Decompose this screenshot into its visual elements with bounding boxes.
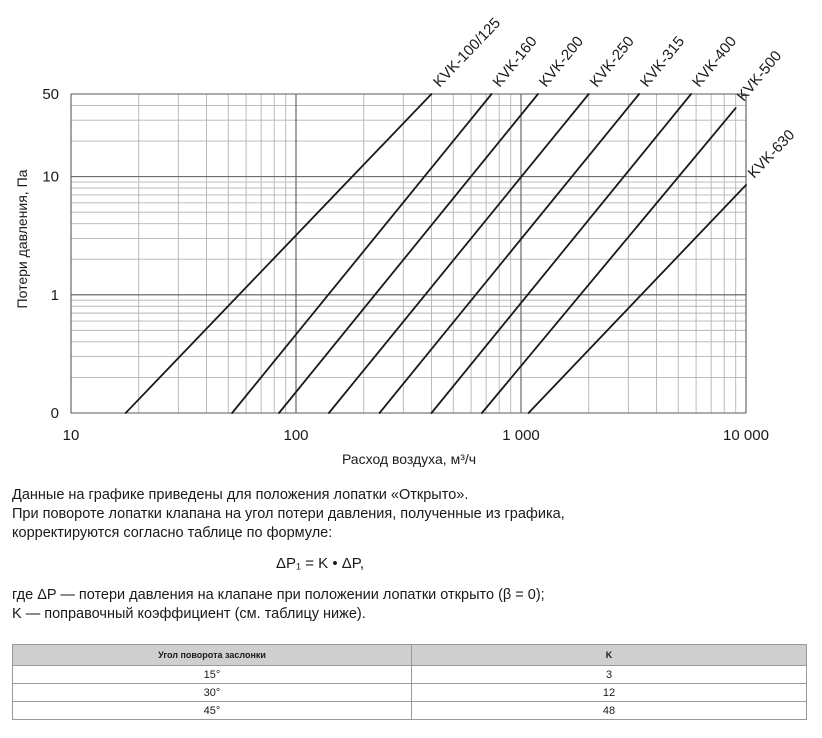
series-line bbox=[482, 108, 736, 413]
x-tick-label: 10 000 bbox=[723, 427, 769, 444]
series-line bbox=[232, 94, 491, 413]
table-cell-k: 3 bbox=[412, 666, 807, 684]
table-cell-angle: 45° bbox=[13, 702, 412, 720]
y-tick-label: 1 bbox=[50, 286, 59, 304]
table-header-k: K bbox=[412, 645, 807, 666]
series-line bbox=[379, 94, 639, 413]
series-lines bbox=[126, 94, 746, 413]
x-tick-label: 100 bbox=[283, 427, 309, 444]
y-tick-label: 50 bbox=[42, 86, 59, 103]
x-tick-label: 10 bbox=[62, 427, 80, 444]
series-label: KVK-100/125 bbox=[430, 14, 505, 91]
series-label: KVK-500 bbox=[733, 47, 786, 105]
y-axis-title: Потери давления, Па bbox=[14, 169, 30, 309]
correction-factor-table bbox=[12, 644, 807, 720]
minor-vertical-gridlines bbox=[139, 94, 736, 413]
series-label: KVK-315 bbox=[637, 33, 689, 91]
y-axis-ticks bbox=[42, 86, 59, 422]
table-header-row bbox=[13, 645, 807, 666]
legend-line-2: K — поправочный коэффициент (см. таблицу ниже). bbox=[12, 606, 366, 622]
table-header-angle: Угол поворота заслонки bbox=[13, 645, 412, 666]
x-axis-title: Расход воздуха, м³/ч bbox=[341, 451, 477, 467]
series-line bbox=[329, 94, 589, 413]
series-label: KVK-400 bbox=[688, 33, 741, 91]
y-tick-label: 10 bbox=[42, 168, 59, 186]
formula-legend bbox=[12, 586, 812, 624]
x-axis-ticks bbox=[63, 427, 769, 444]
series-label: KVK-250 bbox=[586, 33, 638, 91]
y-tick-label: 0 bbox=[50, 405, 59, 422]
table-row bbox=[13, 684, 807, 702]
series-line bbox=[126, 94, 432, 413]
table-cell-angle: 30° bbox=[13, 684, 412, 702]
formula: ΔP₁ = K • ΔP, bbox=[275, 555, 365, 572]
table-row bbox=[13, 666, 807, 684]
series-line bbox=[529, 185, 746, 413]
table-row bbox=[13, 702, 807, 720]
series-line bbox=[431, 94, 691, 413]
legend-line-1: где ΔP — потери давления на клапане при положении лопатки открыто (β = 0); bbox=[12, 587, 545, 603]
description-line-2: При повороте лопатки клапана на угол потери давления, полученные из графика, bbox=[12, 506, 565, 522]
series-label: KVK-630 bbox=[744, 126, 799, 182]
chart-description bbox=[12, 486, 812, 543]
table-cell-k: 48 bbox=[412, 702, 807, 720]
table-cell-angle: 15° bbox=[13, 666, 412, 684]
series-label: KVK-160 bbox=[489, 33, 541, 91]
minor-horizontal-gridlines bbox=[71, 94, 746, 377]
table-cell-k: 12 bbox=[412, 684, 807, 702]
description-line-3: корректируются согласно таблице по формуле: bbox=[12, 525, 333, 541]
description-line-1: Данные на графике приведены для положения лопатки «Открыто». bbox=[12, 487, 469, 503]
x-tick-label: 1 000 bbox=[502, 427, 540, 444]
series-label: KVK-200 bbox=[535, 33, 587, 91]
series-labels bbox=[430, 15, 798, 182]
